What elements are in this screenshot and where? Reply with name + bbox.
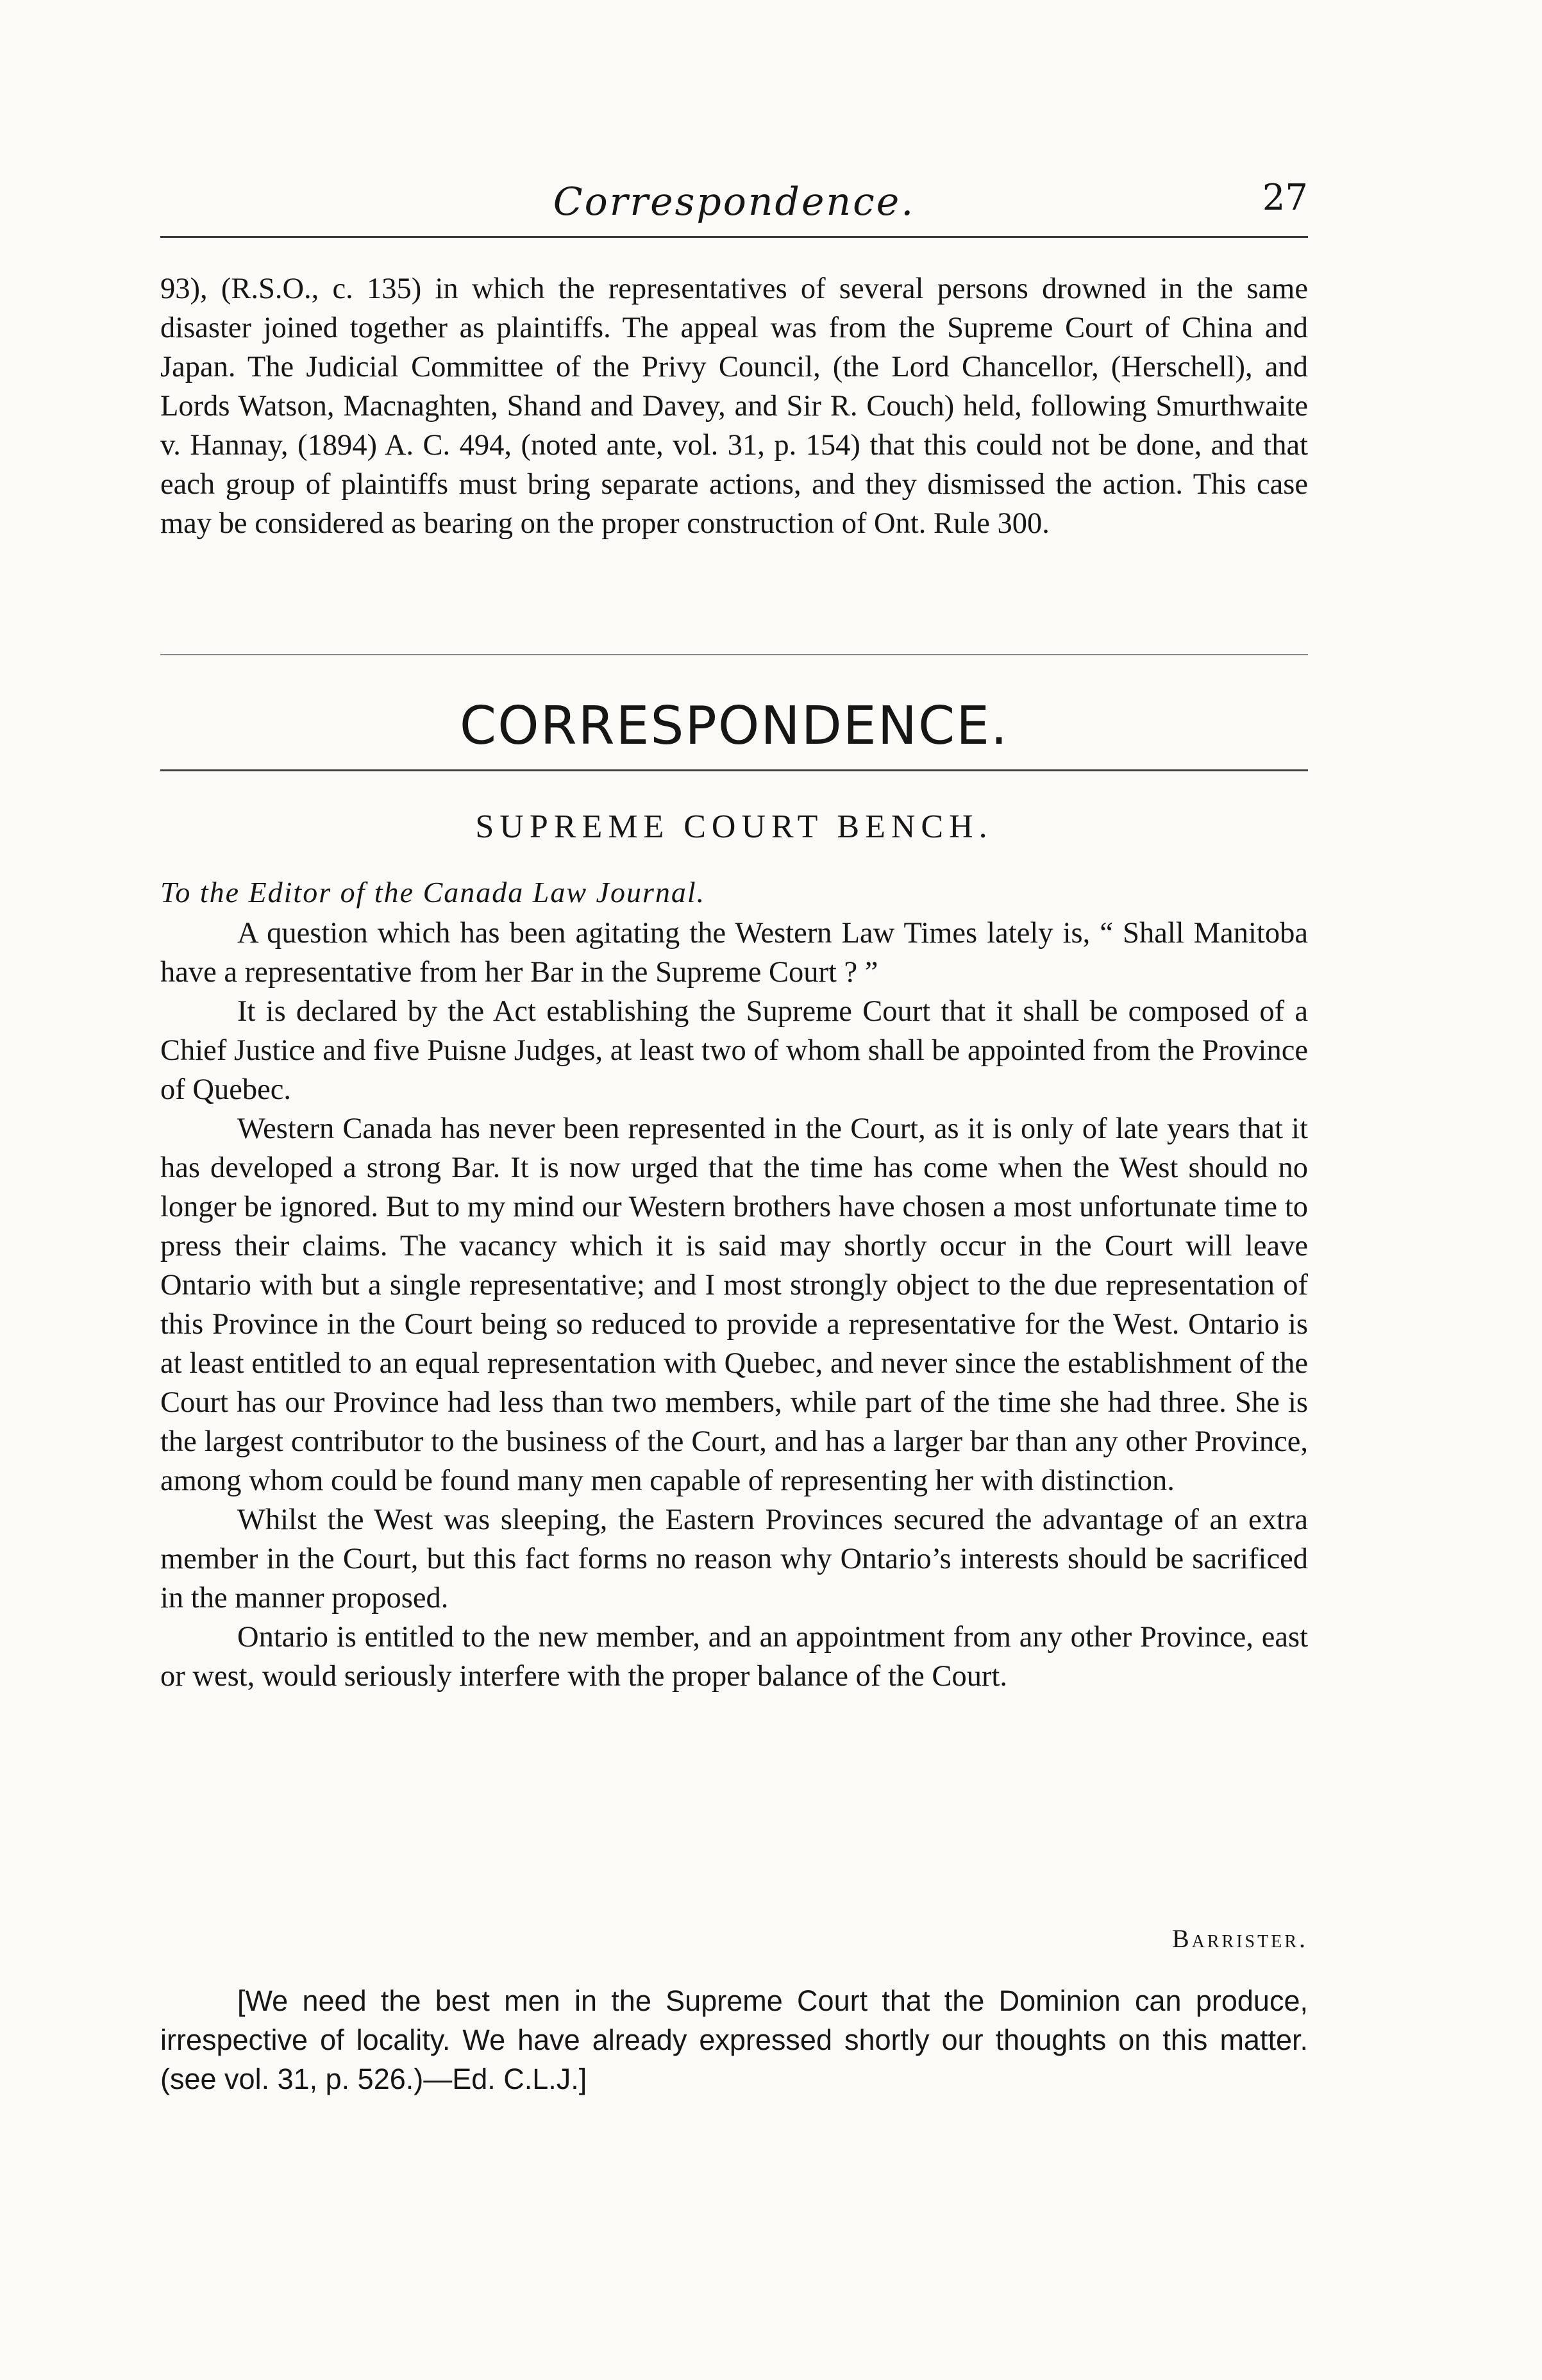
- letter-subtitle: SUPREME COURT BENCH.: [475, 809, 993, 845]
- letter-signature: Barrister.: [1171, 1924, 1308, 1953]
- section-separator-top: [160, 654, 1308, 655]
- letter-paragraph: It is declared by the Act establishing the Supreme Court that it shall be composed of a Chief Justice and five Puisne Judges, at least two of whom shall be appointed from the Province of Quebec.: [160, 995, 1308, 1106]
- letter-paragraph: Ontario is entitled to the new member, and an appointment from any other Province, east or west, would seriously interfere with the proper balance of the Court.: [160, 1621, 1308, 1693]
- running-title: Correspondence.: [553, 180, 916, 224]
- section-title: CORRESPONDENCE.: [459, 696, 1009, 757]
- editor-note: [We need the best men in the Supreme Court that the Dominion can produce, irrespective of locality. We have already expressed shortly our thoughts on this matter. (see vol. 31, p. 526.)—Ed. C.L.J.]: [160, 1984, 1308, 2095]
- page-number: 27: [1262, 177, 1308, 219]
- letter-salutation: To the Editor of the Canada Law Journal.: [160, 876, 706, 909]
- letter-paragraph: Western Canada has never been represented in the Court, as it is only of late years that it has developed a strong Bar. It is now urged that the time has come when the West should no longer be ignored. But to my mind our Western brothers have chosen a most unfortunate time to press their claims. The vacancy which it is said may shortly occur in the Court will leave Ontario with but a single representative; and I most strongly object to the due representation of this Province in the Court being so reduced to provide a representative for the West. Ontario is at least entitled to an equal representation with Quebec, and never since the establishment of the Court has our Province had less than two members, while part of the time she had three. She is the largest contributor to the business of the Court, and has a larger bar than any other Province, among whom could be found many men capable of representing her with distinction.: [160, 1112, 1308, 1497]
- continued-text-block: [160, 269, 1308, 543]
- letter-paragraph: A question which has been agitating the Western Law Times lately is, “ Shall Manitoba have a representative from her Bar in the Supreme Court ? ”: [160, 917, 1308, 989]
- letter-paragraph: Whilst the West was sleeping, the Eastern Provinces secured the advantage of an extra member in the Court, but this fact forms no reason why Ontario’s interests should be sacrificed in the manner proposed.: [160, 1504, 1308, 1614]
- continued-paragraph: 93), (R.S.O., c. 135) in which the representatives of several persons drowned in the same disaster joined together as plaintiffs. The appeal was from the Supreme Court of China and Japan. The Judicial Committee of the Privy Council, (the Lord Chancellor, (Herschell), and Lords Watson, Macnaghten, Shand and Davey, and Sir R. Couch) held, following Smurthwaite v. Hannay, (1894) A. C. 494, (noted ante, vol. 31, p. 154) that this could not be done, and that each group of plaintiffs must bring separate actions, and they dismissed the action. This case may be considered as bearing on the proper construction of Ont. Rule 300.: [160, 272, 1308, 540]
- section-separator-bottom: [160, 769, 1308, 771]
- header-rule: [160, 236, 1308, 238]
- running-header: [160, 160, 1308, 237]
- letter-body: [160, 914, 1308, 1696]
